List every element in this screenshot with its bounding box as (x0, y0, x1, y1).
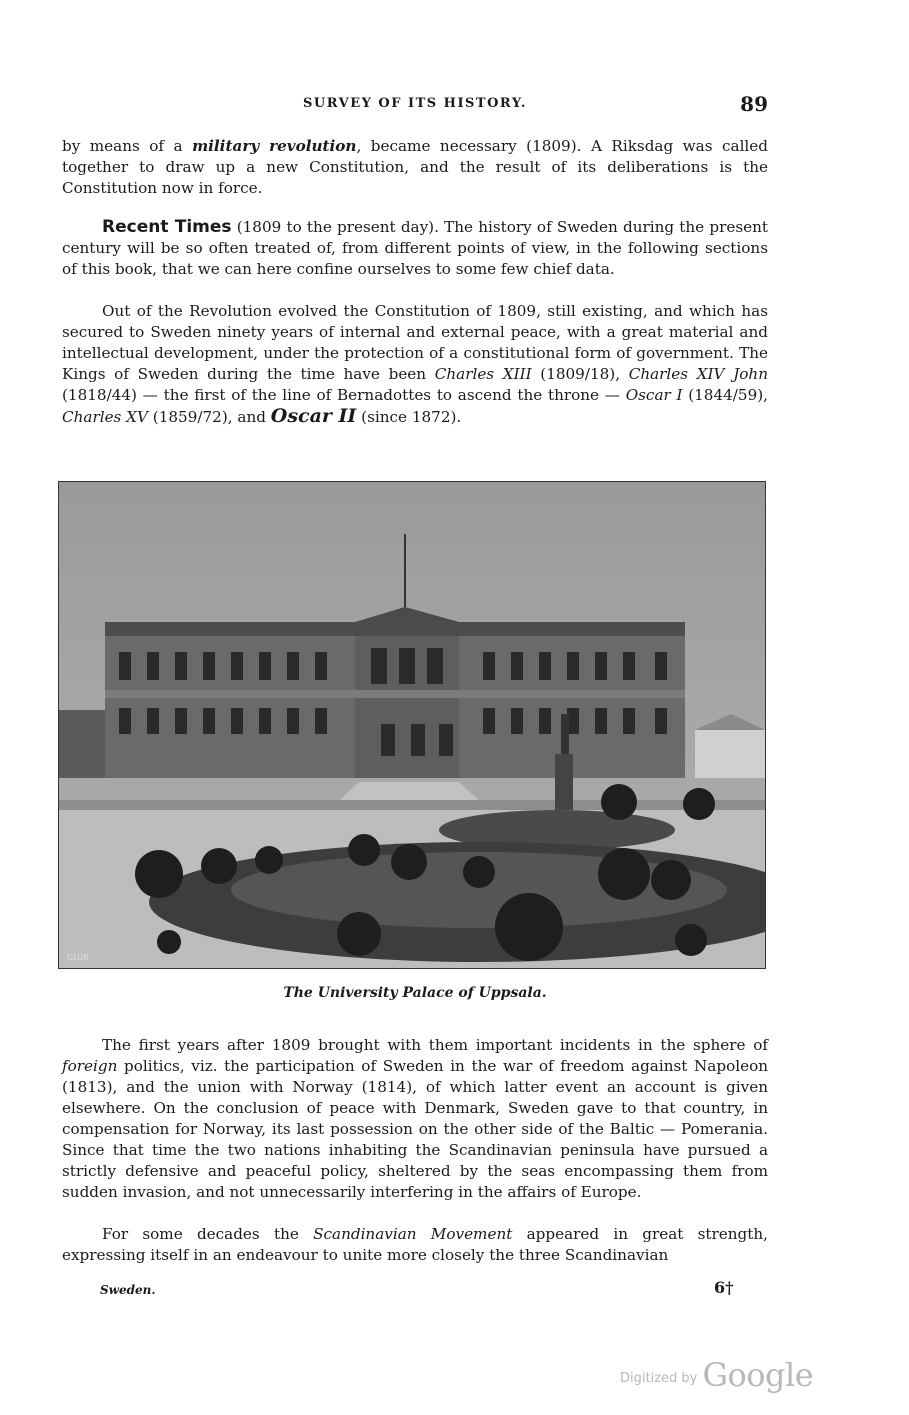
emphasis: Scandinavian Movement (313, 1225, 513, 1243)
text-run: , became necessary (1809). A Riksdag was called together to draw up a new Constitution, and the result of its deliberations is the Constitution now in force. (62, 137, 768, 197)
king-name: Oscar II (270, 405, 357, 427)
paragraph-revolution (62, 301, 768, 428)
google-logo: Google (702, 1356, 814, 1394)
text-run: Out of the Revolution evolved the Constitution of 1809, still existing, and which has secured to Sweden ninety years of internal and external peace, with a great material and intellectual development, under the protection of a constitutional form of government. The Kings of Sweden during the time have been (62, 302, 768, 383)
king-name: Charles XIII (434, 365, 532, 383)
text-run: (1844/59), (682, 386, 768, 404)
king-name: Charles XIV John (628, 365, 768, 383)
page-header (62, 92, 768, 118)
text-run: For some decades the (102, 1225, 314, 1243)
text-run: by means of a (62, 137, 193, 155)
university-palace-photo (58, 481, 766, 969)
digitized-watermark (620, 1356, 813, 1394)
text-run: (1809/18), (531, 365, 629, 383)
watermark-prefix: Digitized by (620, 1371, 698, 1386)
signature-mark: Sweden. (100, 1283, 156, 1297)
running-head: SURVEY OF ITS HISTORY. (303, 96, 527, 111)
king-name: Charles XV (62, 408, 148, 426)
emphasis: military revolution (192, 137, 357, 155)
text-run: (1818/44) — the first of the line of Bernadottes to ascend the throne — (62, 386, 626, 404)
sheet-number: 6† (714, 1278, 734, 1297)
text-run: politics, viz. the participation of Sweden in the war of freedom against Napoleon (1813), and the union with Norway (1814), of which latter event an account is given elsewhere. On the conclusion of peace with Denmark, Sweden gave to that country, in compensation for Norway, its last possession on the other side of the Baltic — Pomerania. Since that time the two nations inhabiting the Scandinavian peninsula have pursued a strictly defensive and peaceful policy, sheltered by the seas encompassing them from sudden invasion, and not unnecessarily interfering in the affairs of Europe. (62, 1057, 768, 1201)
paragraph-foreign-politics (62, 1035, 768, 1203)
text-run: (1859/72), and (147, 408, 271, 426)
section-lead: Recent Times (102, 217, 232, 237)
photo-illustration (59, 482, 765, 968)
text-run: The first years after 1809 brought with them important incidents in the sphere of (102, 1036, 768, 1054)
paragraph-1 (62, 136, 768, 199)
text-run: (since 1872). (356, 408, 462, 426)
king-name: Oscar I (625, 386, 683, 404)
photo-caption: The University Palace of Uppsala. (283, 985, 547, 1001)
photo-mark: GLUR (67, 953, 89, 962)
emphasis: foreign (62, 1057, 118, 1075)
text-run: appeared in great strength, expressing itself in an endeavour to unite more closely the three Scandinavian (62, 1225, 768, 1264)
text-run: (1809 to the present day). The history of Sweden during the present century will be so often treated of, from different points of view, in the following sections of this book, that we can here confine ourselves to some few chief data. (62, 218, 768, 278)
paragraph-scandinavian-movement (62, 1224, 768, 1266)
page-number: 89 (740, 92, 768, 116)
paragraph-recent-times (62, 217, 768, 280)
